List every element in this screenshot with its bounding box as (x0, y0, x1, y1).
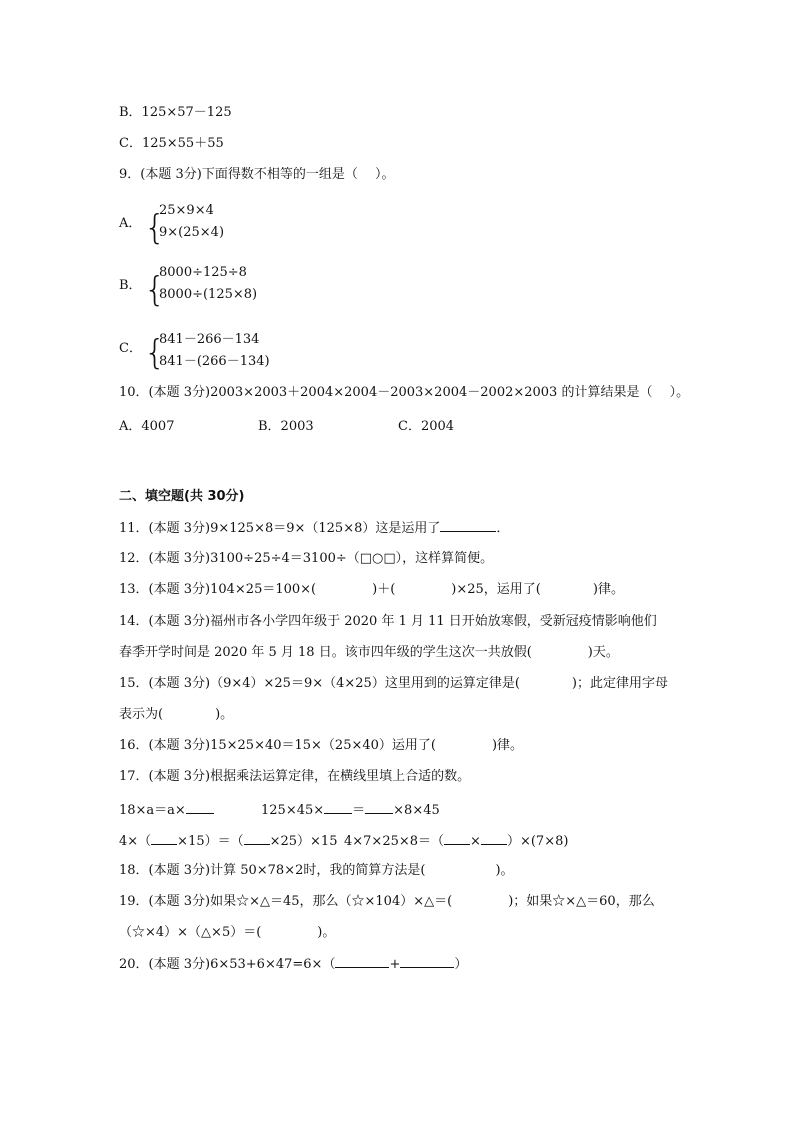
q10-option-b: B．2003 (258, 419, 314, 434)
q16-part: 16．(本题 3分)15×25×40＝15×（25×40）运用了( (119, 738, 436, 753)
q14-part: 春季开学时间是 2020 年 5 月 18 日。该市四年级的学生这次一共放假( (119, 645, 532, 660)
q20 (119, 955, 467, 974)
expression-line: 8000÷125÷8 (159, 265, 247, 280)
q8-option-b: B．125×57－125 (119, 105, 232, 120)
answer-blank[interactable] (151, 832, 177, 845)
q16 (119, 737, 523, 755)
expression-line: 841－266－134 (159, 332, 260, 347)
q14-line2 (119, 644, 619, 662)
q19-line1 (119, 893, 655, 911)
q9-stem: 9．(本题 3分)下面得数不相等的一组是（ ）。 (119, 167, 395, 182)
q10-stem: 10．(本题 3分)2003×2003＋2004×2004－2003×2004－2002×2003 的计算结果是（ ）。 (119, 385, 690, 400)
q14-part: )天。 (587, 645, 619, 660)
q17-part: 4×（ (119, 834, 152, 849)
q17-expr-4 (344, 830, 568, 849)
answer-blank[interactable] (400, 955, 454, 968)
answer-blank[interactable] (324, 801, 352, 814)
q10-option-a: A．4007 (119, 419, 175, 434)
q11-text: 11．(本题 3分)9×125×8＝9×（125×8）这是运用了 (119, 521, 441, 536)
q20-part: + (389, 957, 401, 972)
q17-part: 125×45× (261, 803, 325, 818)
q15-part: 15．(本题 3分)（9×4）×25＝9×（4×25）这里用到的运算定律是( (119, 676, 520, 691)
q17-expr-3 (119, 830, 337, 849)
brace-icon: { (144, 270, 166, 310)
q13-part: )×25，运用了( (451, 582, 541, 597)
option-label: B． (119, 278, 142, 293)
answer-blank[interactable] (335, 955, 389, 968)
q19-part: （☆×4）×（△×5）＝( (119, 925, 262, 940)
q18 (119, 862, 514, 880)
q13 (119, 581, 624, 599)
q11-tail: ． (496, 521, 510, 536)
answer-blank[interactable] (365, 801, 393, 814)
q17-expr-2 (261, 799, 440, 818)
q8-option-c: C．125×55＋55 (119, 136, 224, 151)
q17-part: ×25）×15 (269, 834, 338, 849)
q20-part: 20．(本题 3分)6×53+6×47=6×（ (119, 957, 336, 972)
answer-blank[interactable] (481, 832, 507, 845)
q14-line1: 14．(本题 3分)福州市各小学四年级于 2020 年 1 月 11 日开始放寒假，受新冠疫情影响他们 (119, 614, 657, 629)
q15-part: 表示为( (119, 707, 164, 722)
expression-line: 25×9×4 (159, 203, 214, 218)
q17-part: ×15）＝（ (177, 834, 244, 849)
q19-line2 (119, 924, 335, 942)
answer-blank[interactable] (186, 801, 214, 814)
q16-part: )律。 (491, 738, 524, 753)
answer-blank[interactable] (440, 519, 496, 532)
section-title: 二、填空题(共 30分) (119, 489, 245, 504)
q19-part: )；如果☆×△＝60，那么 (508, 894, 655, 909)
option-label: A． (119, 216, 142, 231)
q17-part: × (470, 834, 481, 849)
q19-part: )。 (317, 925, 336, 940)
brace-icon: { (144, 208, 166, 248)
answer-blank[interactable] (444, 832, 470, 845)
q18-part: 18．(本题 3分)计算 50×78×2时，我的简算方法是( (119, 863, 426, 878)
q17-part: ×8×45 (393, 803, 440, 818)
q15-line1 (119, 675, 668, 693)
q17-part: ＝ (352, 803, 366, 818)
q17-stem: 17．(本题 3分)根据乘法运算定律，在横线里填上合适的数。 (119, 769, 471, 784)
q10-option-c: C．2004 (398, 419, 455, 434)
q13-part: 13．(本题 3分)104×25＝100×( (119, 582, 317, 597)
q20-part: ） (454, 957, 468, 972)
answer-blank[interactable] (244, 832, 270, 845)
q11 (119, 519, 509, 538)
option-label: C． (119, 341, 142, 356)
q13-part: )＋( (372, 582, 396, 597)
expression-line: 9×(25×4) (159, 225, 225, 240)
q12: 12．(本题 3分)3100÷25÷4＝3100÷（□○□），这样算简便。 (119, 551, 494, 566)
q15-part: )；此定律用字母 (571, 676, 668, 691)
q13-part: )律。 (592, 582, 624, 597)
expression-line: 841－(266－134) (159, 354, 270, 369)
q17-part: ）×(7×8) (506, 834, 569, 849)
q17-expr-1 (119, 799, 214, 818)
expression-line: 8000÷(125×8) (159, 287, 258, 302)
q17-part: 4×7×25×8＝（ (344, 834, 445, 849)
q15-line2 (119, 706, 233, 724)
q18-part: )。 (495, 863, 514, 878)
q15-part: )。 (215, 707, 234, 722)
q19-part: 19．(本题 3分)如果☆×△＝45，那么（☆×104）×△＝( (119, 894, 453, 909)
brace-icon: { (144, 333, 166, 373)
q17-part: 18×a＝a× (119, 803, 186, 818)
